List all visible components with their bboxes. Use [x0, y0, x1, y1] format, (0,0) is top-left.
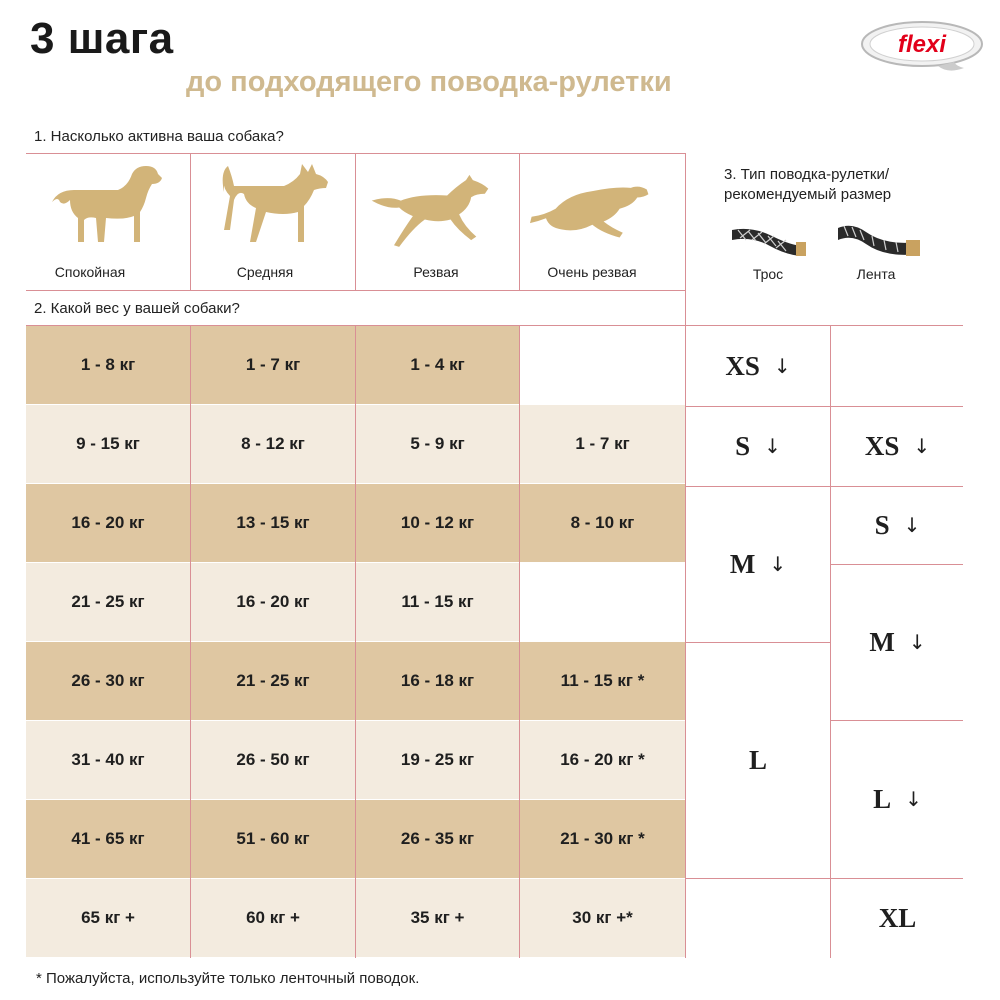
weight-cell: 21 - 25 кг: [191, 642, 355, 720]
tape-size-l: L ↓: [873, 783, 922, 814]
weight-cell: 16 - 18 кг: [356, 642, 519, 720]
weight-cell: 8 - 10 кг: [520, 484, 685, 562]
divider: [190, 326, 191, 958]
activity-label-active: Резвая: [413, 264, 459, 280]
divider: [190, 153, 191, 290]
weight-cell: 19 - 25 кг: [356, 721, 519, 799]
weight-cell: 11 - 15 кг *: [520, 642, 685, 720]
step1-label: 1. Насколько активна ваша собака?: [34, 128, 284, 145]
weight-cell: 26 - 35 кг: [356, 800, 519, 878]
divider: [686, 878, 963, 879]
weight-cell: 16 - 20 кг: [191, 563, 355, 641]
activity-label-medium: Средняя: [236, 264, 294, 280]
weight-cell: 10 - 12 кг: [356, 484, 519, 562]
step3-label-line2: рекомендуемый размер: [724, 186, 892, 203]
weight-cell: 1 - 8 кг: [26, 326, 190, 404]
tape-size-xs: XS ↓: [864, 430, 931, 461]
weight-cell: 13 - 15 кг: [191, 484, 355, 562]
medium-dog-icon: [214, 162, 334, 257]
weight-cell: 30 кг +*: [520, 879, 685, 957]
arrow-down-icon: ↓: [913, 434, 931, 458]
activity-label-calm: Спокойная: [54, 264, 126, 280]
weight-cell: 1 - 4 кг: [356, 326, 519, 404]
footnote: * Пожалуйста, используйте только ленточный поводок.: [36, 970, 420, 987]
weight-cell: [520, 563, 685, 641]
cord-size-m: M ↓: [729, 548, 787, 579]
cord-size-l: L: [748, 744, 767, 775]
arrow-down-icon: ↓: [905, 787, 922, 811]
type-label-tape: Лента: [856, 266, 896, 282]
arrow-down-icon: ↓: [764, 434, 781, 458]
svg-text:flexi: flexi: [897, 31, 947, 58]
divider: [26, 290, 686, 291]
divider: [686, 486, 963, 487]
activity-label-very-active: Очень резвая: [547, 264, 637, 280]
weight-cell: 16 - 20 кг: [26, 484, 190, 562]
divider: [830, 564, 963, 565]
tape-size-m: M ↓: [869, 626, 926, 657]
divider: [686, 406, 963, 407]
weight-cell: 35 кг +: [356, 879, 519, 957]
arrow-down-icon: ↓: [908, 630, 926, 654]
weight-cell: 9 - 15 кг: [26, 405, 190, 483]
weight-cell: 26 - 30 кг: [26, 642, 190, 720]
divider: [355, 153, 356, 290]
tape-size-s: S ↓: [874, 509, 921, 540]
weight-cell: 41 - 65 кг: [26, 800, 190, 878]
divider: [519, 326, 520, 958]
divider: [26, 325, 963, 326]
divider: [686, 642, 830, 643]
type-label-cord: Трос: [752, 266, 784, 282]
weight-cell: 51 - 60 кг: [191, 800, 355, 878]
weight-cell: 11 - 15 кг: [356, 563, 519, 641]
tape-leash-icon: [836, 222, 922, 262]
weight-cell: [520, 326, 685, 404]
arrow-down-icon: ↓: [773, 354, 791, 378]
step2-label: 2. Какой вес у вашей собаки?: [34, 300, 240, 317]
weight-cell: 26 - 50 кг: [191, 721, 355, 799]
weight-cell: 21 - 25 кг: [26, 563, 190, 641]
divider: [355, 326, 356, 958]
weight-cell: 60 кг +: [191, 879, 355, 957]
active-dog-icon: [370, 166, 490, 261]
flexi-logo: [860, 18, 986, 78]
arrow-down-icon: ↓: [769, 552, 787, 576]
weight-cell: 5 - 9 кг: [356, 405, 519, 483]
divider: [519, 153, 520, 290]
page-subtitle: до подходящего поводка-рулетки: [186, 66, 672, 98]
step3-label-line1: 3. Тип поводка-рулетки/: [724, 166, 890, 183]
weight-cell: 65 кг +: [26, 879, 190, 957]
cord-size-xs: XS ↓: [725, 350, 791, 381]
very-active-dog-icon: [530, 166, 650, 261]
divider: [26, 153, 686, 154]
weight-cell: 16 - 20 кг *: [520, 721, 685, 799]
weight-cell: 21 - 30 кг *: [520, 800, 685, 878]
divider: [830, 326, 831, 958]
weight-cell: 31 - 40 кг: [26, 721, 190, 799]
page-title: 3 шага: [30, 14, 174, 63]
arrow-down-icon: ↓: [903, 513, 921, 537]
cord-size-s: S ↓: [735, 430, 781, 461]
weight-cell: 1 - 7 кг: [191, 326, 355, 404]
divider: [685, 153, 686, 958]
tape-size-xl: XL: [878, 902, 917, 933]
cord-leash-icon: [728, 222, 808, 262]
weight-cell: 8 - 12 кг: [191, 405, 355, 483]
weight-cell: 1 - 7 кг: [520, 405, 685, 483]
divider: [830, 720, 963, 721]
calm-dog-icon: [44, 162, 164, 257]
